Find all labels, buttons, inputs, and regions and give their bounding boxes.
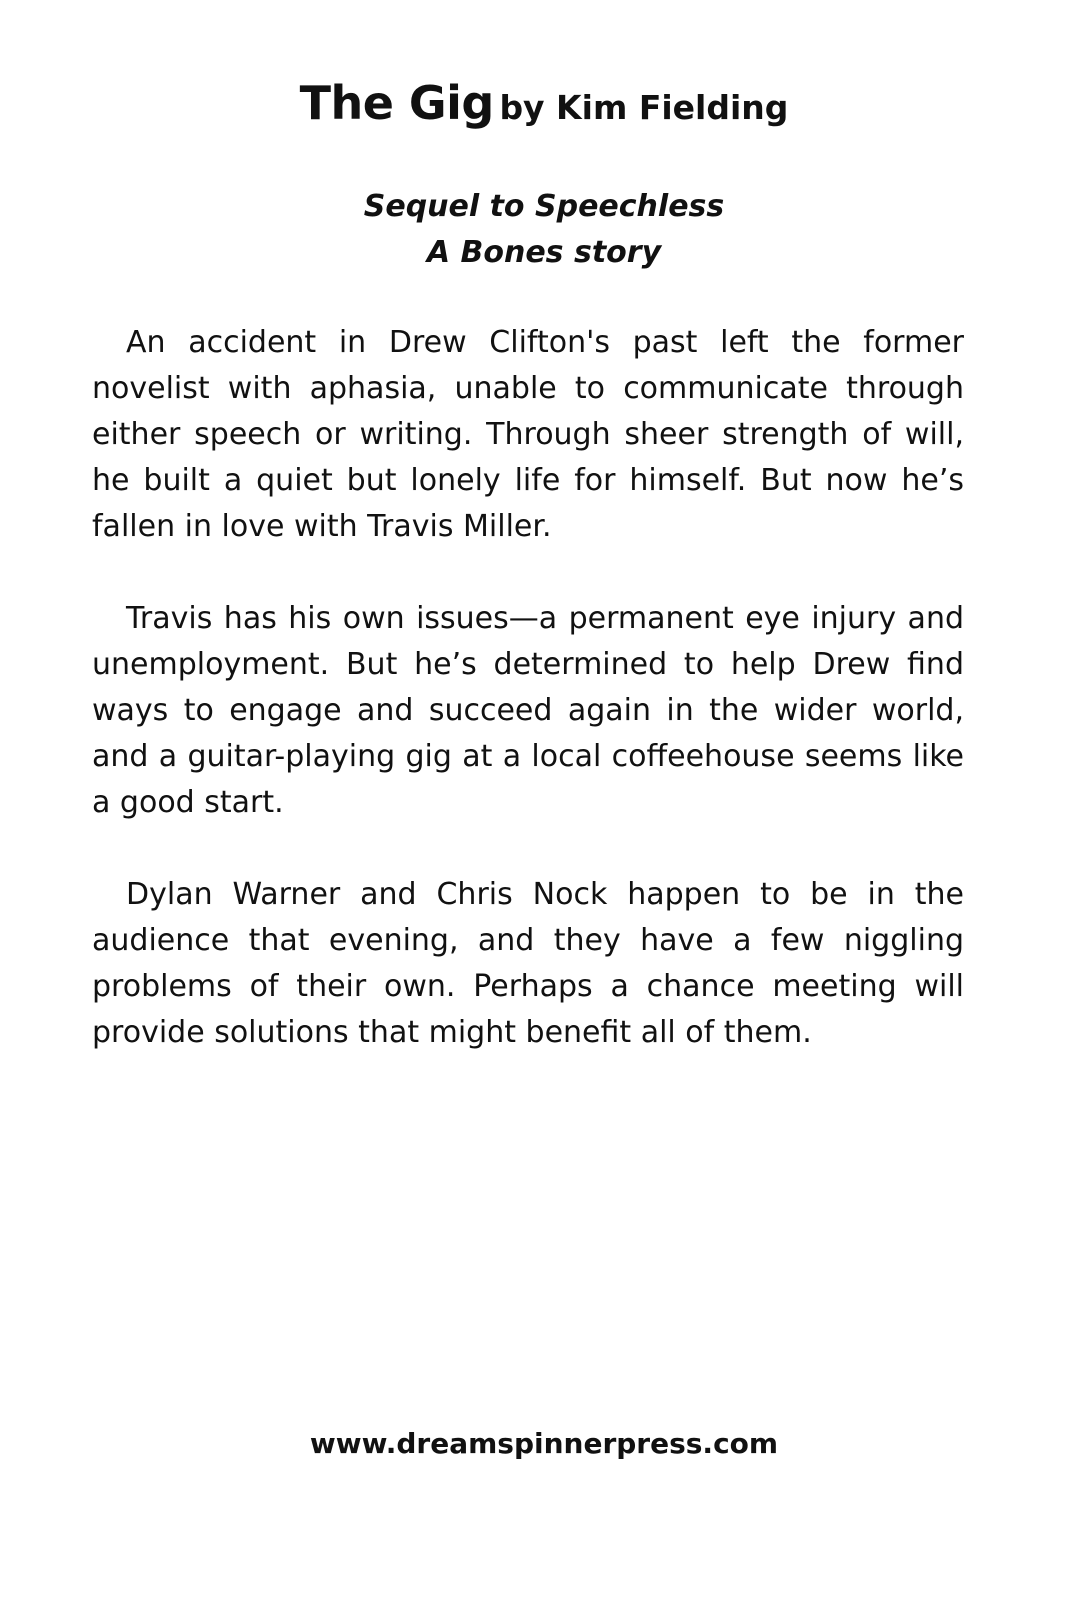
series-note: A Bones story (426, 235, 662, 270)
publisher-url: www.dreamspinnerpress.com (309, 1427, 779, 1460)
subtitle-block (0, 184, 1088, 276)
sequel-note: Sequel to Speechless (363, 189, 725, 224)
blurb-paragraph-1: An accident in Drew Clifton's past left the former novelist with aphasia, unable to communicate through either speech or writing. Through sheer strength of will, he built a quiet but lonely life for himself. But now he’s fallen in love with Travis Miller. (92, 325, 964, 544)
author-byline: by Kim Fielding (499, 88, 789, 127)
blurb-paragraph-3: Dylan Warner and Chris Nock happen to be in the audience that evening, and they have a few niggling problems of their own. Perhaps a chance meeting will provide solutions that might benefit all of them. (92, 877, 964, 1050)
blurb-paragraph-2: Travis has his own issues—a permanent eye injury and unemployment. But he’s determined to help Drew find ways to engage and succeed again in the wider world, and a guitar-playing gig at a local coffeehouse seems like a good start. (92, 601, 964, 820)
title-block (0, 76, 1088, 130)
book-title: The Gig (299, 76, 494, 130)
